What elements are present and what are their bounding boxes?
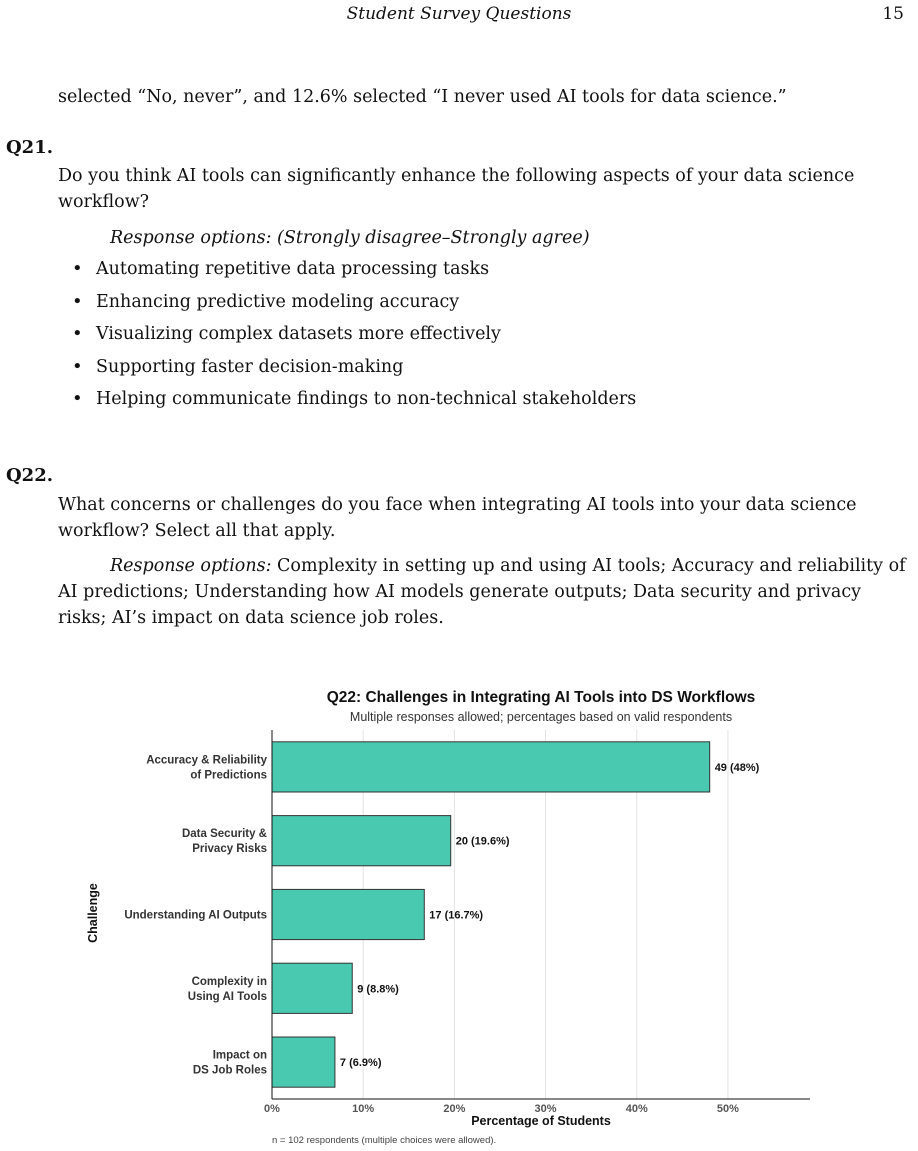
- chart-caption: n = 102 respondents (multiple choices were allowed).: [272, 1135, 497, 1146]
- x-tick-label: 0%: [264, 1103, 280, 1115]
- list-item: • Automating repetitive data processing tasks: [58, 256, 858, 289]
- bar: [272, 816, 451, 866]
- q22-question: What concerns or challenges do you face when integrating AI tools into your data science workflow? Select all that apply.: [58, 495, 857, 541]
- q22-response-options: [58, 553, 910, 631]
- list-item: • Supporting faster decision-making: [58, 354, 858, 387]
- bar-data-label: 17 (16.7%): [429, 909, 484, 922]
- q22-label: Q22.: [6, 465, 53, 486]
- q22-response-options-text: Complexity in setting up and using AI tools; Accuracy and reliability of AI predictions; Understanding how AI models generate outputs; Data security and privacy risks; AI’s impact on data science job roles.: [58, 556, 906, 628]
- q21-label: Q21.: [6, 137, 53, 158]
- x-axis-label: Percentage of Students: [471, 1114, 611, 1128]
- category-label: Impact on DS Job Roles: [192, 1049, 267, 1077]
- q21-question: Do you think AI tools can significantly enhance the following aspects of your data science workflow?: [58, 166, 855, 212]
- chart-subtitle: Multiple responses allowed; percentages based on valid respondents: [349, 710, 733, 724]
- x-tick-label: 30%: [534, 1103, 557, 1115]
- x-tick-label: 40%: [625, 1103, 648, 1115]
- x-tick-label: 50%: [716, 1103, 739, 1115]
- category-label: Complexity in Using AI Tools: [187, 975, 267, 1003]
- bar: [272, 889, 424, 939]
- bar-data-label: 20 (19.6%): [455, 835, 510, 848]
- bars: [272, 742, 760, 1087]
- bar-data-label: 7 (6.9%): [339, 1057, 382, 1070]
- bar: [272, 742, 710, 792]
- list-item: • Helping communicate findings to non-technical stakeholders: [58, 386, 858, 419]
- carryover-paragraph: selected “No, never”, and 12.6% selected “I never used AI tools for data science.”: [58, 87, 787, 107]
- list-item: • Enhancing predictive modeling accuracy: [58, 289, 858, 322]
- q21-response-options: Response options: (Strongly disagree–Strongly agree): [110, 228, 590, 248]
- running-title: Student Survey Questions: [346, 4, 572, 24]
- running-head: [0, 4, 918, 28]
- x-tick-label: 10%: [352, 1103, 375, 1115]
- page-number: 15: [882, 4, 904, 24]
- bar-data-label: 49 (48%): [714, 761, 760, 774]
- chart-title: Q22: Challenges in Integrating AI Tools into DS Workflows: [326, 689, 756, 706]
- bar: [272, 963, 352, 1013]
- q22-bar-chart: [0, 680, 918, 1151]
- category-label: Accuracy & Reliability of Predictions: [146, 754, 267, 782]
- bar-data-label: 9 (8.8%): [357, 983, 399, 996]
- y-axis-label: Challenge: [86, 883, 100, 943]
- category-labels: [124, 754, 267, 1076]
- q22-response-options-label: Response options:: [110, 556, 272, 576]
- list-item: • Visualizing complex datasets more effectively: [58, 321, 858, 354]
- x-tick-label: 20%: [443, 1103, 466, 1115]
- category-label: Data Security & Privacy Risks: [181, 828, 267, 856]
- category-label: Understanding AI Outputs: [124, 909, 267, 922]
- q21-items-list: [58, 256, 858, 419]
- bar: [272, 1037, 335, 1087]
